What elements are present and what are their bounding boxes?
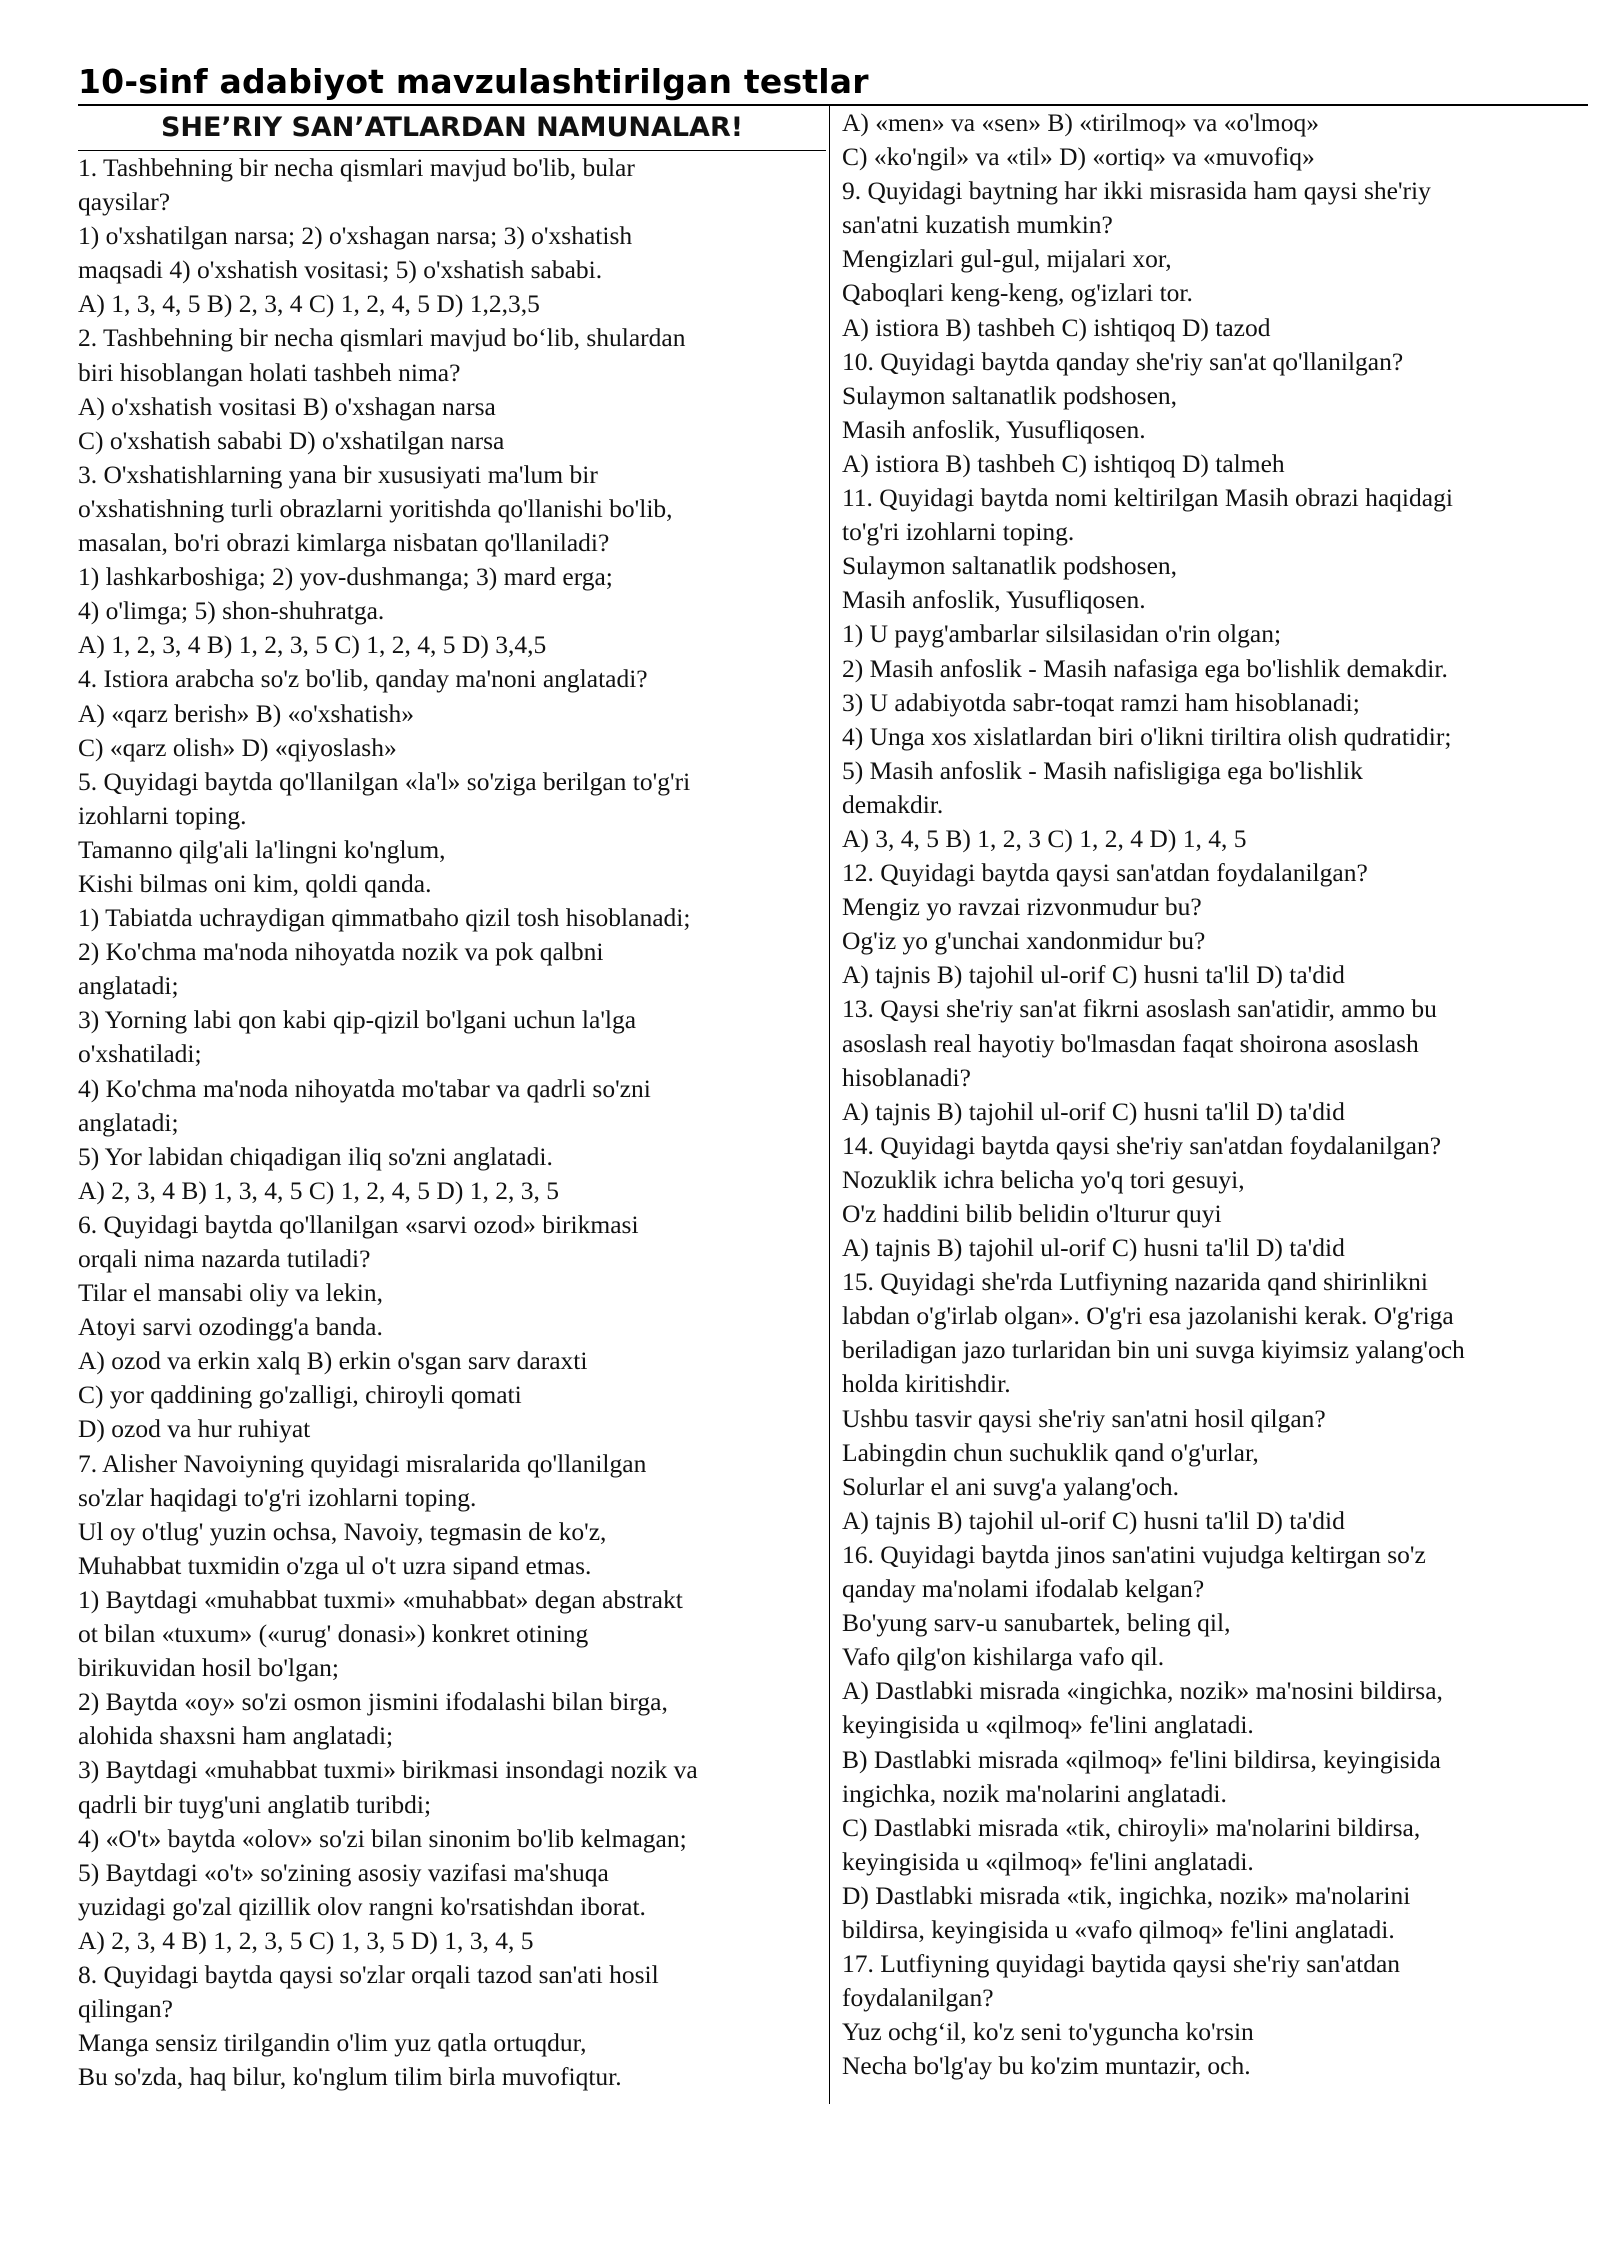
text-line: 1) lashkarboshiga; 2) yov-dushmanga; 3) mard erga;: [78, 562, 613, 592]
text-line: A) istiora B) tashbeh C) ishtiqoq D) talmeh: [842, 448, 1285, 478]
text-line: keyingisida u «qilmoq» fe'lini anglatadi.: [842, 1846, 1254, 1876]
text-line: izohlarni toping.: [78, 800, 247, 830]
text-line: C) «ko'ngil» va «til» D) «ortiq» va «muvofiq»: [842, 142, 1315, 172]
text-line: Solurlar el ani suvg'a yalang'och.: [842, 1471, 1180, 1501]
text-line: 4) «O't» baytda «olov» so'zi bilan sinonim bo'lib kelmagan;: [78, 1823, 687, 1853]
text-line: biri hisoblangan holati tashbeh nima?: [78, 357, 461, 387]
text-line: 7. Alisher Navoiyning quyidagi misralarida qo'llanilgan: [78, 1448, 647, 1478]
column-divider: [829, 106, 830, 2104]
text-line: A) tajnis B) tajohil ul-orif C) husni ta'lil D) ta'did: [842, 1233, 1345, 1263]
text-line: D) ozod va hur ruhiyat: [78, 1414, 311, 1444]
page-title: 10-sinf adabiyot mavzulashtirilgan testlar: [78, 62, 869, 101]
text-line: A) «men» va «sen» B) «tirilmoq» va «o'lmoq»: [842, 108, 1319, 137]
text-line: keyingisida u «qilmoq» fe'lini anglatadi.: [842, 1710, 1254, 1740]
text-line: D) Dastlabki misrada «tik, ingichka, nozik» ma'nolarini: [842, 1880, 1411, 1910]
text-line: 15. Quyidagi she'rda Lutfiyning nazarida qand shirinlikni: [842, 1267, 1429, 1297]
text-line: o'xshatishning turli obrazlarni yoritishda qo'llanishi bo'lib,: [78, 493, 673, 523]
text-line: 5) Yor labidan chiqadigan iliq so'zni anglatadi.: [78, 1141, 553, 1171]
text-line: O'z haddini bilib belidin o'lturur quyi: [842, 1199, 1222, 1228]
text-line: 3) Baytdagi «muhabbat tuxmi» birikmasi insondagi nozik va: [78, 1755, 698, 1785]
text-line: anglatadi;: [78, 971, 179, 1001]
text-line: 1. Tashbehning bir necha qismlari mavjud bo'lib, bular: [78, 153, 635, 182]
text-line: hisoblanadi?: [842, 1062, 971, 1092]
text-line: A) istiora B) tashbeh C) ishtiqoq D) tazod: [842, 312, 1271, 342]
text-line: alohida shaxsni ham anglatadi;: [78, 1721, 394, 1751]
text-line: bildirsa, keyingisida u «vafo qilmoq» fe'lini anglatadi.: [842, 1914, 1395, 1944]
right-column: [842, 106, 1594, 2083]
text-line: 1) o'xshatilgan narsa; 2) o'xshagan narsa; 3) o'xshatish: [78, 221, 633, 251]
text-line: B) Dastlabki misrada «qilmoq» fe'lini bildirsa, keyingisida: [842, 1744, 1441, 1774]
text-line: Tilar el mansabi oliy va lekin,: [78, 1278, 384, 1308]
text-line: A) tajnis B) tajohil ul-orif C) husni ta'lil D) ta'did: [842, 1096, 1345, 1126]
text-line: 12. Quyidagi baytda qaysi san'atdan foydalanilgan?: [842, 858, 1368, 888]
text-line: Necha bo'lg'ay bu ko'zim muntazir, och.: [842, 2051, 1251, 2081]
text-line: 17. Lutfiyning quyidagi baytida qaysi she'riy san'atdan: [842, 1949, 1401, 1979]
text-line: 11. Quyidagi baytda nomi keltirilgan Masih obrazi haqidagi: [842, 483, 1453, 513]
text-line: 10. Quyidagi baytda qanday she'riy san'at qo'llanilgan?: [842, 346, 1404, 376]
text-line: Mengizlari gul-gul, mijalari xor,: [842, 244, 1172, 274]
text-line: 8. Quyidagi baytda qaysi so'zlar orqali tazod san'ati hosil: [78, 1959, 659, 1989]
text-line: 3) U adabiyotda sabr-toqat ramzi ham hisoblanadi;: [842, 687, 1360, 717]
text-line: Masih anfoslik, Yusufliqosen.: [842, 585, 1146, 615]
text-line: A) 1, 3, 4, 5 B) 2, 3, 4 C) 1, 2, 4, 5 D) 1,2,3,5: [78, 289, 540, 319]
text-line: Sulaymon saltanatlik podshosen,: [842, 551, 1178, 581]
text-line: 5) Masih anfoslik - Masih nafisligiga ega bo'lishlik: [842, 755, 1363, 785]
text-line: orqali nima nazarda tutiladi?: [78, 1244, 371, 1273]
text-line: 2) Ko'chma ma'noda nihoyatda nozik va pok qalbni: [78, 937, 604, 967]
text-line: masalan, bo'ri obrazi kimlarga nisbatan qo'llaniladi?: [78, 528, 610, 558]
text-line: Og'iz yo g'unchai xandonmidur bu?: [842, 926, 1206, 956]
text-line: 9. Quyidagi baytning har ikki misrasida ham qaysi she'riy: [842, 176, 1431, 206]
text-line: 4) o'limga; 5) shon-shuhratga.: [78, 596, 385, 626]
text-line: A) ozod va erkin xalq B) erkin o'sgan sarv daraxti: [78, 1346, 588, 1376]
text-line: C) yor qaddining go'zalligi, chiroyli qomati: [78, 1380, 522, 1410]
text-line: Sulaymon saltanatlik podshosen,: [842, 380, 1178, 410]
text-line: A) tajnis B) tajohil ul-orif C) husni ta'lil D) ta'did: [842, 960, 1345, 990]
text-line: qilingan?: [78, 1994, 173, 2024]
text-line: A) 1, 2, 3, 4 B) 1, 2, 3, 5 C) 1, 2, 4, 5 D) 3,4,5: [78, 630, 547, 660]
text-line: Bo'yung sarv-u sanubartek, beling qil,: [842, 1608, 1231, 1638]
text-line: anglatadi;: [78, 1107, 179, 1137]
text-line: qadrli bir tuyg'uni anglatib turibdi;: [78, 1789, 432, 1819]
text-line: 2) Baytda «oy» so'zi osmon jismini ifodalashi bilan birga,: [78, 1687, 668, 1717]
text-line: ingichka, nozik ma'nolarini anglatadi.: [842, 1778, 1227, 1808]
text-line: C) Dastlabki misrada «tik, chiroyli» ma'nolarini bildirsa,: [842, 1812, 1421, 1842]
text-line: Muhabbat tuxmidin o'zga ul o't uzra sipand etmas.: [78, 1550, 592, 1580]
text-line: Nozuklik ichra belicha yo'q tori gesuyi,: [842, 1164, 1245, 1194]
text-line: san'atni kuzatish mumkin?: [842, 210, 1113, 240]
text-line: o'xshatiladi;: [78, 1039, 202, 1069]
text-line: 5. Quyidagi baytda qo'llanilgan «la'l» so'ziga berilgan to'g'ri: [78, 766, 691, 796]
text-line: Vafo qilg'on kishilarga vafo qil.: [842, 1642, 1165, 1672]
text-line: qaysilar?: [78, 187, 171, 217]
text-line: Labingdin chun suchuklik qand o'g'urlar,: [842, 1437, 1259, 1467]
text-line: so'zlar haqidagi to'g'ri izohlarni toping.: [78, 1482, 477, 1512]
text-line: foydalanilgan?: [842, 1983, 994, 2013]
text-line: A) 2, 3, 4 B) 1, 2, 3, 5 C) 1, 3, 5 D) 1, 3, 4, 5: [78, 1925, 534, 1955]
text-line: ot bilan «tuxum» («urug' donasi») konkret otining: [78, 1619, 589, 1649]
text-line: 1) Tabiatda uchraydigan qimmatbaho qizil tosh hisoblanadi;: [78, 903, 691, 933]
text-line: beriladigan jazo turlaridan bin uni suvga kiyimsiz yalang'och: [842, 1335, 1465, 1365]
text-line: labdan o'g'irlab olgan». O'g'ri esa jazolanishi kerak. O'g'riga: [842, 1301, 1454, 1331]
text-line: 1) U payg'ambarlar silsilasidan o'rin olgan;: [842, 619, 1282, 649]
text-line: asoslash real hayotiy bo'lmasdan faqat shoirona asoslash: [842, 1028, 1419, 1058]
text-line: Masih anfoslik, Yusufliqosen.: [842, 414, 1146, 444]
text-line: to'g'ri izohlarni toping.: [842, 517, 1075, 547]
text-line: 4) Ko'chma ma'noda nihoyatda mo'tabar va qadrli so'zni: [78, 1073, 651, 1103]
text-line: 4. Istiora arabcha so'z bo'lib, qanday ma'noni anglatadi?: [78, 664, 648, 694]
text-line: qanday ma'nolami ifodalab kelgan?: [842, 1574, 1205, 1604]
text-line: A) o'xshatish vositasi B) o'xshagan narsa: [78, 391, 496, 421]
text-line: A) Dastlabki misrada «ingichka, nozik» ma'nosini bildirsa,: [842, 1676, 1443, 1706]
text-line: Mengiz yo ravzai rizvonmudur bu?: [842, 892, 1202, 922]
text-line: holda kiritishdir.: [842, 1369, 1011, 1399]
text-line: A) 2, 3, 4 B) 1, 3, 4, 5 C) 1, 2, 4, 5 D) 1, 2, 3, 5: [78, 1175, 559, 1205]
text-line: Qaboqlari keng-keng, og'izlari tor.: [842, 278, 1193, 308]
left-column: [78, 106, 820, 2094]
text-line: demakdir.: [842, 789, 944, 819]
text-line: Yuz ochg‘il, ko'z seni to'ygunchа ko'rsin: [842, 2017, 1254, 2047]
text-line: 3) Yorning labi qon kabi qip-qizil bo'lgani uchun la'lga: [78, 1005, 637, 1035]
text-line: 3. O'xshatishlarning yana bir xususiyati ma'lum bir: [78, 459, 598, 489]
text-line: 16. Quyidagi baytda jinos san'atini vujudga keltirgan so'z: [842, 1539, 1426, 1569]
text-line: 13. Qaysi she'riy san'at fikrni asoslash san'atidir, ammo bu: [842, 994, 1437, 1024]
text-line: Atoyi sarvi ozodingg'a banda.: [78, 1312, 383, 1342]
text-line: Ul oy o'tlug' yuzin ochsa, Navoiy, tegmasin de ko'z,: [78, 1516, 607, 1546]
text-line: Tamanno qilg'ali la'lingni ko'nglum,: [78, 834, 446, 864]
text-line: A) 3, 4, 5 B) 1, 2, 3 C) 1, 2, 4 D) 1, 4, 5: [842, 823, 1247, 853]
text-line: C) o'xshatish sababi D) o'xshatilgan narsa: [78, 425, 505, 455]
text-line: A) «qarz berish» B) «o'xshatish»: [78, 698, 415, 728]
text-line: 6. Quyidagi baytda qo'llanilgan «sarvi ozod» birikmasi: [78, 1209, 639, 1239]
section-heading: SHE’RIY SAN’ATLARDAN NAMUNALAR!: [78, 106, 826, 151]
text-line: A) tajnis B) tajohil ul-orif C) husni ta'lil D) ta'did: [842, 1505, 1345, 1535]
text-line: Bu so'zda, haq bilur, ko'nglum tilim birla muvofiqtur.: [78, 2062, 622, 2092]
text-line: Manga sensiz tirilgandin o'lim yuz qatla ortuqdur,: [78, 2028, 587, 2058]
text-line: maqsadi 4) o'xshatish vositasi; 5) o'xshatish sababi.: [78, 255, 603, 285]
text-line: 4) Unga xos xislatlardan biri o'likni tiriltira olish qudratidir;: [842, 721, 1452, 751]
text-line: 2. Tashbehning bir necha qismlari mavjud bo‘lib, shulardan: [78, 323, 686, 353]
text-line: 2) Masih anfoslik - Masih nafasiga ega bo'lishlik demakdir.: [842, 653, 1448, 683]
text-line: birikuvidan hosil bo'lgan;: [78, 1653, 339, 1683]
text-line: 5) Baytdagi «o't» so'zining asosiy vazifasi ma'shuqa: [78, 1857, 609, 1887]
text-line: yuzidagi go'zal qizillik olov rangni ko'rsatishdan iborat.: [78, 1891, 646, 1921]
text-line: C) «qarz olish» D) «qiyoslash»: [78, 732, 397, 762]
text-line: 1) Baytdagi «muhabbat tuxmi» «muhabbat» degan abstrakt: [78, 1584, 683, 1614]
text-line: Ushbu tasvir qaysi she'riy san'atni hosil qilgan?: [842, 1403, 1326, 1433]
text-line: Kishi bilmas oni kim, qoldi qanda.: [78, 868, 432, 898]
text-line: 14. Quyidagi baytda qaysi she'riy san'atdan foydalanilgan?: [842, 1130, 1442, 1160]
